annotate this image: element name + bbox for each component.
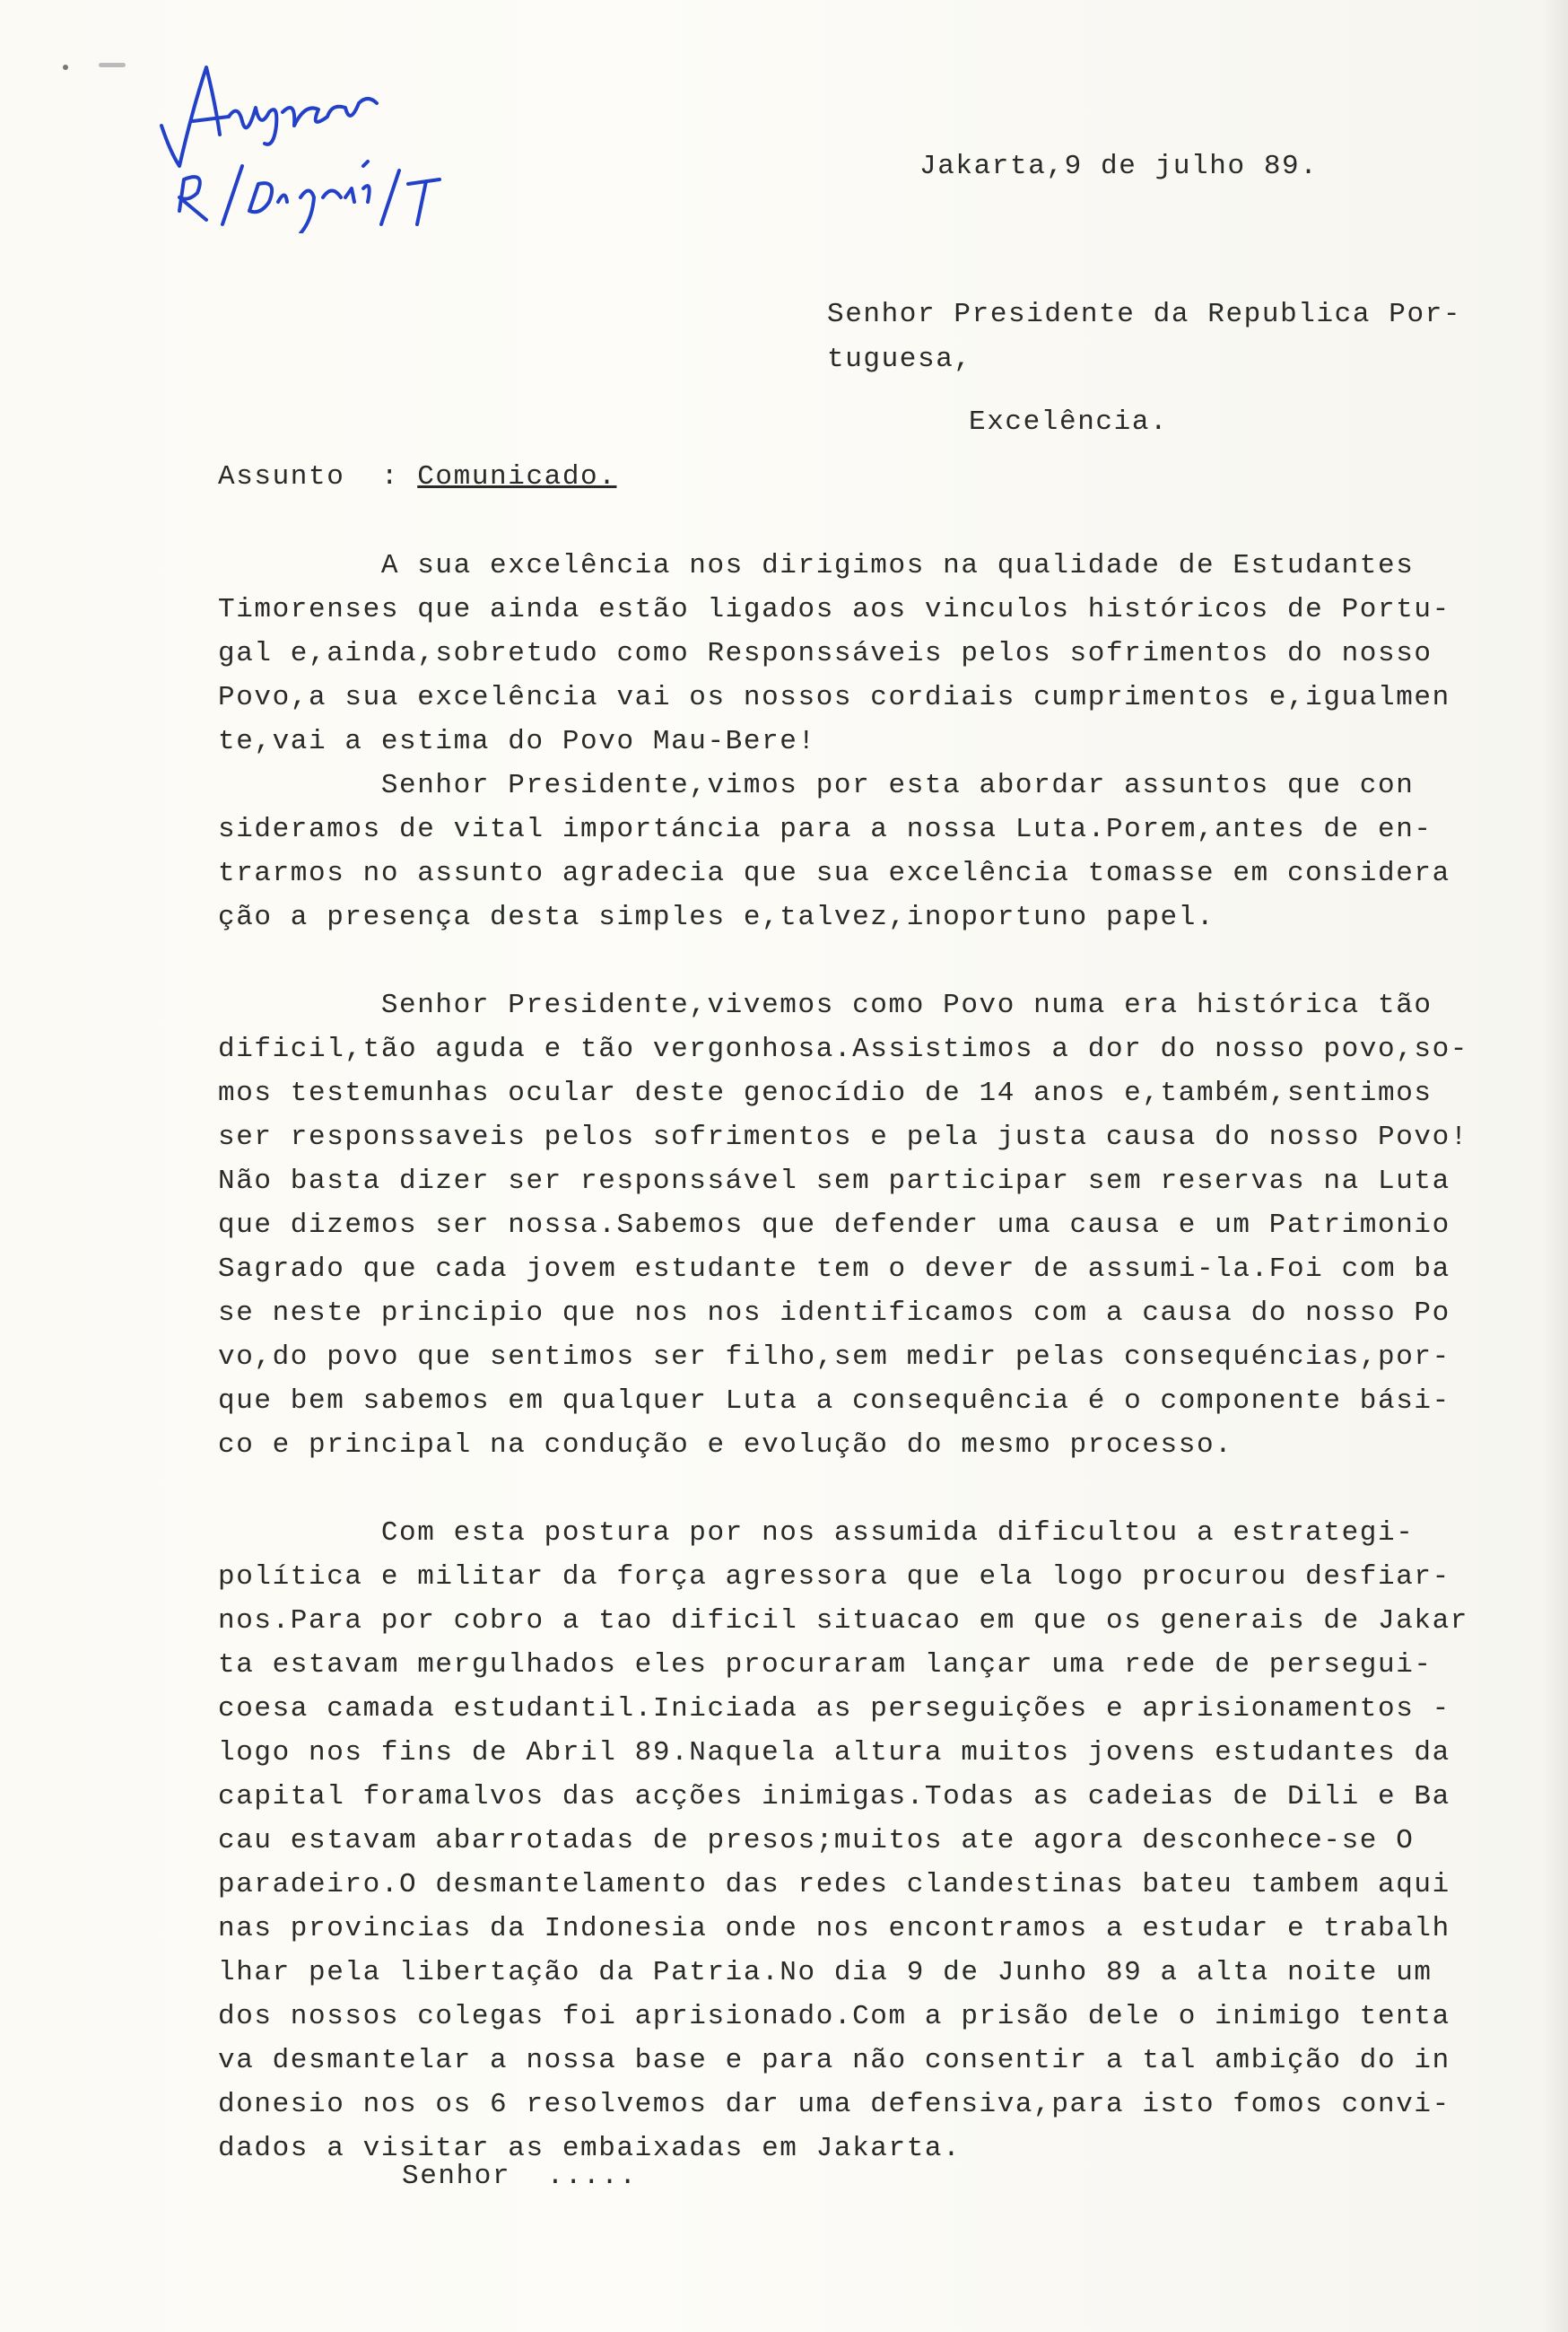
recipient-line: tuguesa, (827, 344, 972, 375)
body-line: Com esta postura por nos assumida dificultou a estrategi- (218, 1517, 1415, 1549)
subject-value: Comunicado. (417, 461, 617, 493)
body-line: A sua excelência nos dirigimos na qualidade de Estudantes (218, 550, 1415, 581)
body-line: mos testemunhas ocular deste genocídio de 14 anos e,também,sentimos (218, 1078, 1433, 1109)
body-line: ta estavam mergulhados eles procuraram lançar uma rede de persegui- (218, 1649, 1433, 1681)
body-line: paradeiro.O desmantelamento das redes clandestinas bateu tambem aqui (218, 1869, 1450, 1900)
body-line: logo nos fins de Abril 89.Naquela altura muitos jovens estudantes da (218, 1737, 1450, 1769)
body-line: ser responssaveis pelos sofrimentos e pela justa causa do nosso Povo! (218, 1122, 1469, 1153)
body-line: Senhor Presidente,vimos por esta abordar assuntos que con (218, 770, 1415, 801)
continuation-line: Senhor ..... (402, 2161, 638, 2192)
page-edge-shadow (1541, 0, 1568, 2332)
body-line: dados a visitar as embaixadas em Jakarta. (218, 2133, 962, 2164)
body-line: capital foramalvos das acções inimigas.Todas as cadeias de Dili e Ba (218, 1781, 1450, 1812)
body-line: coesa camada estudantil.Iniciada as perseguições e aprisionamentos - (218, 1693, 1450, 1725)
body-line: Povo,a sua excelência vai os nossos cordiais cumprimentos e,igualmen (218, 682, 1450, 713)
subject-line (218, 463, 616, 491)
body-line: gal e,ainda,sobretudo como Responssáveis pelos sofrimentos do nosso (218, 638, 1433, 669)
salutation: Excelência. (969, 406, 1169, 438)
body-line: Senhor Presidente,vivemos como Povo numa era histórica tão (218, 990, 1433, 1021)
body-line: política e militar da força agressora que ela logo procurou desfiar- (218, 1561, 1450, 1593)
handwritten-annotation (152, 54, 493, 233)
body-line: te,vai a estima do Povo Mau-Bere! (218, 726, 816, 757)
body-line: se neste principio que nos nos identificamos com a causa do nosso Po (218, 1297, 1450, 1329)
body-line: que dizemos ser nossa.Sabemos que defender uma causa e um Patrimonio (218, 1210, 1450, 1241)
margin-mark (63, 65, 68, 70)
body-line: vo,do povo que sentimos ser filho,sem medir pelas consequéncias,por- (218, 1341, 1450, 1373)
body-line: sideramos de vital importáncia para a nossa Luta.Porem,antes de en- (218, 814, 1433, 845)
body-line: co e principal na condução e evolução do mesmo processo. (218, 1429, 1233, 1461)
margin-mark (99, 63, 126, 67)
body-line: Sagrado que cada jovem estudante tem o dever de assumi-la.Foi com ba (218, 1253, 1450, 1285)
body-line: dos nossos colegas foi aprisionado.Com a prisão dele o inimigo tenta (218, 2001, 1450, 2032)
body-line: cau estavam abarrotadas de presos;muitos ate agora desconhece-se O (218, 1825, 1415, 1856)
body-line: nos.Para por cobro a tao dificil situacao em que os generais de Jakar (218, 1605, 1469, 1637)
handwritten-annotation-drawing (152, 54, 493, 233)
body-line: trarmos no assunto agradecia que sua excelência tomasse em considera (218, 858, 1450, 889)
body-line: que bem sabemos em qualquer Luta a consequência é o componente bási- (218, 1385, 1450, 1417)
body-line: donesio nos os 6 resolvemos dar uma defensiva,para isto fomos convi- (218, 2089, 1450, 2120)
body-line: lhar pela libertação da Patria.No dia 9 de Junho 89 a alta noite um (218, 1957, 1433, 1988)
body-line: dificil,tão aguda e tão vergonhosa.Assistimos a dor do nosso povo,so- (218, 1034, 1469, 1065)
body-line: Não basta dizer ser responssável sem participar sem reservas na Luta (218, 1166, 1450, 1197)
subject-label: Assunto : (218, 461, 418, 493)
body-line: Timorenses que ainda estão ligados aos vinculos históricos de Portu- (218, 594, 1450, 625)
body-line: nas provincias da Indonesia onde nos encontramos a estudar e trabalh (218, 1913, 1450, 1944)
body-line: va desmantelar a nossa base e para não consentir a tal ambição do in (218, 2045, 1450, 2076)
recipient-line: Senhor Presidente da Republica Por- (827, 299, 1462, 330)
body-line: ção a presença desta simples e,talvez,inoportuno papel. (218, 902, 1215, 933)
letter-date: Jakarta,9 de julho 89. (919, 151, 1319, 182)
